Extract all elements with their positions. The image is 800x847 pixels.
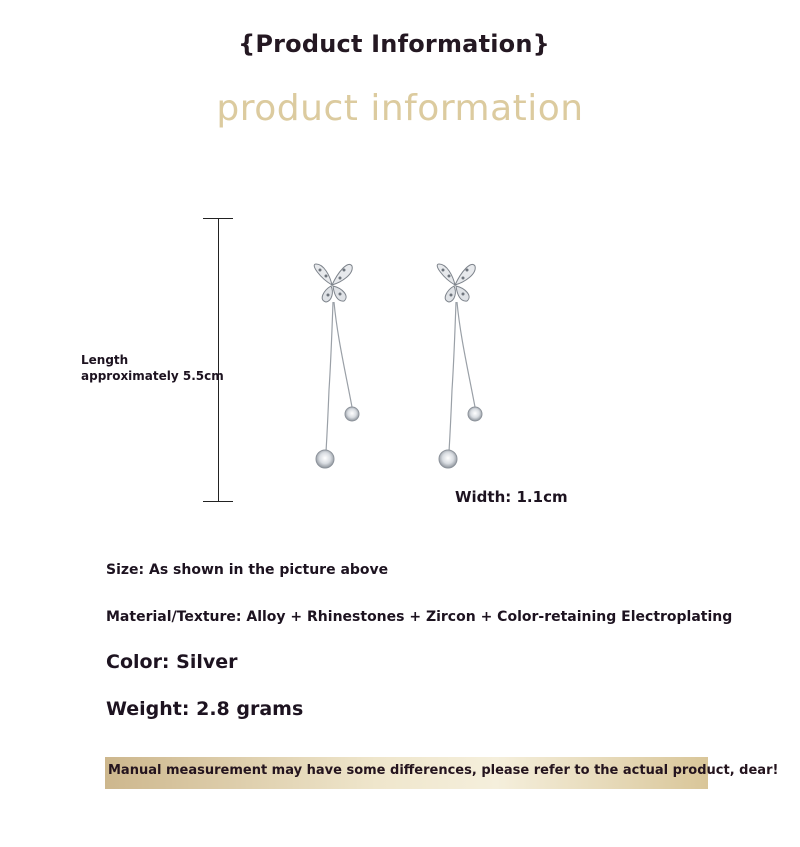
measurement-note: Manual measurement may have some differences, please refer to the actual product, dear! <box>105 757 708 789</box>
page-subtitle: product information <box>216 88 584 129</box>
length-label-line2: approximately 5.5cm <box>81 369 224 383</box>
page-title: {Product Information} <box>238 30 550 58</box>
length-measure-top-tick <box>203 218 233 219</box>
weight-spec: Weight: 2.8 grams <box>106 698 304 720</box>
right-earring <box>437 264 482 468</box>
left-earring <box>314 264 359 468</box>
length-label <box>81 352 224 384</box>
width-label: Width: 1.1cm <box>455 488 568 506</box>
earrings-image <box>290 250 510 480</box>
color-spec: Color: Silver <box>106 651 238 673</box>
butterfly-icon <box>437 264 475 302</box>
material-spec: Material/Texture: Alloy + Rhinestones + Zircon + Color-retaining Electroplating <box>106 609 733 625</box>
butterfly-icon <box>314 264 352 302</box>
length-label-line1: Length <box>81 353 129 367</box>
size-spec: Size: As shown in the picture above <box>106 562 389 578</box>
length-measure-bottom-tick <box>203 501 233 502</box>
